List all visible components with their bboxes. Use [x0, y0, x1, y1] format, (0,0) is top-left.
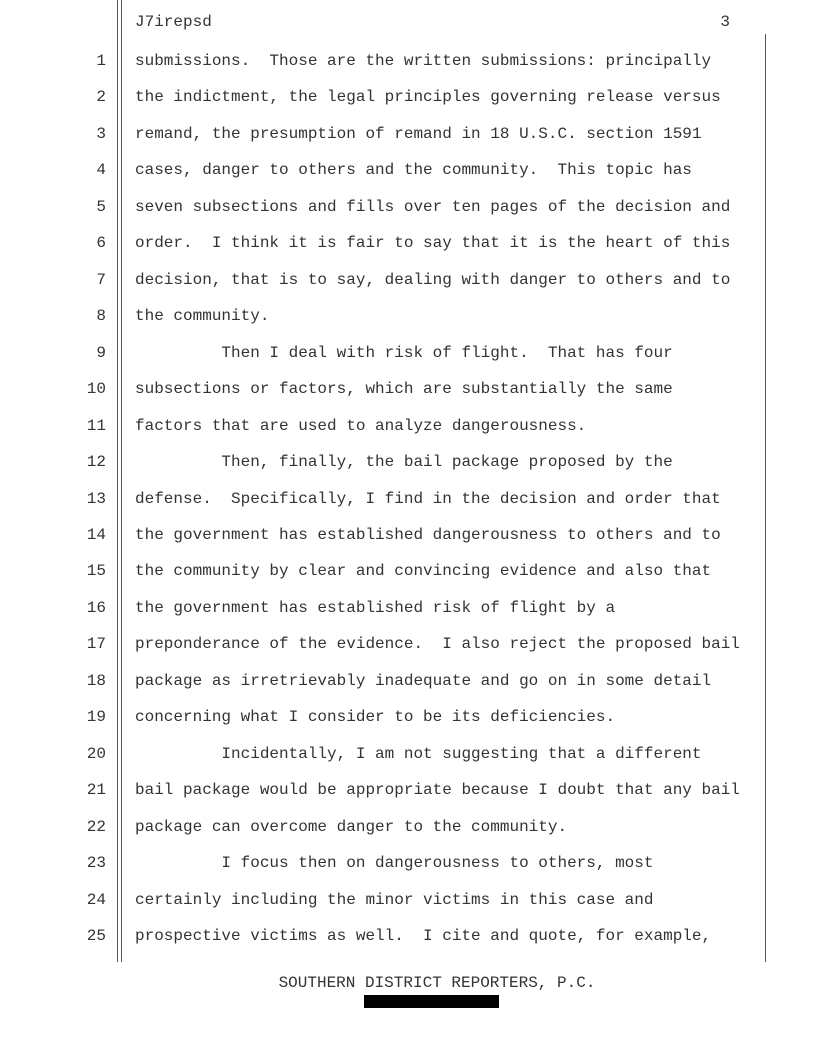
line-text: the government has established risk of flight by a — [135, 598, 616, 617]
line-number: 13 — [86, 489, 106, 508]
line-text: order. I think it is fair to say that it is the heart of this — [135, 234, 731, 253]
line-number: 20 — [86, 744, 106, 763]
line-text: Then, finally, the bail package proposed by the — [135, 453, 673, 472]
line-text: preponderance of the evidence. I also reject the proposed bail — [135, 635, 740, 654]
line-text: seven subsections and fills over ten pages of the decision and — [135, 197, 731, 216]
line-number: 16 — [86, 598, 106, 617]
line-number: 11 — [86, 416, 106, 435]
line-number: 7 — [96, 270, 106, 289]
line-text: the community. — [135, 307, 270, 326]
left-margin-rule-outer — [117, 0, 118, 962]
reporter-footer: SOUTHERN DISTRICT REPORTERS, P.C. — [278, 974, 596, 992]
line-text: package can overcome danger to the community. — [135, 817, 568, 836]
line-number: 15 — [86, 562, 106, 581]
line-text: the community by clear and convincing evidence and also that — [135, 562, 712, 581]
line-number: 6 — [96, 234, 106, 253]
line-text: submissions. Those are the written submissions: principally — [135, 52, 712, 70]
line-number: 18 — [86, 671, 106, 690]
line-text: certainly including the minor victims in this case and — [135, 890, 654, 909]
line-text: decision, that is to say, dealing with danger to others and to — [135, 270, 731, 289]
line-text: the indictment, the legal principles governing release versus — [135, 88, 721, 107]
line-number: 9 — [96, 343, 106, 362]
line-number: 4 — [96, 161, 106, 180]
line-text: defense. Specifically, I find in the decision and order that — [135, 489, 721, 508]
line-text: the government has established dangerousness to others and to — [135, 525, 721, 544]
line-number: 19 — [86, 708, 106, 727]
line-number: 25 — [86, 927, 106, 946]
line-text: package as irretrievably inadequate and go on in some detail — [135, 671, 712, 690]
line-number: 3 — [96, 124, 106, 143]
left-margin-rule-inner — [121, 0, 122, 962]
line-text: remand, the presumption of remand in 18 U.S.C. section 1591 — [135, 124, 702, 143]
line-text: factors that are used to analyze dangerousness. — [135, 416, 587, 435]
line-number: 1 — [96, 52, 106, 70]
line-number: 21 — [86, 781, 106, 800]
line-number: 17 — [86, 635, 106, 654]
line-number: 24 — [86, 890, 106, 909]
redaction-bar — [364, 995, 499, 1008]
line-number: 22 — [86, 817, 106, 836]
line-number: 5 — [96, 197, 106, 216]
line-text: subsections or factors, which are substantially the same — [135, 380, 673, 399]
line-text: bail package would be appropriate because I doubt that any bail — [135, 781, 740, 800]
line-number: 23 — [86, 854, 106, 873]
line-text: prospective victims as well. I cite and quote, for example, — [135, 927, 712, 946]
line-text: I focus then on dangerousness to others, most — [135, 854, 654, 873]
line-text: concerning what I consider to be its deficiencies. — [135, 708, 616, 727]
right-margin-rule — [765, 34, 766, 962]
line-text: Incidentally, I am not suggesting that a different — [135, 744, 702, 763]
line-number: 10 — [86, 380, 106, 399]
line-number: 14 — [86, 525, 106, 544]
page-number: 3 — [720, 13, 730, 31]
line-number: 2 — [96, 88, 106, 107]
line-text: cases, danger to others and the community. This topic has — [135, 161, 692, 180]
line-text: Then I deal with risk of flight. That has four — [135, 343, 673, 362]
line-number: 12 — [86, 453, 106, 472]
case-id: J7irepsd — [135, 13, 212, 31]
line-number: 8 — [96, 307, 106, 326]
